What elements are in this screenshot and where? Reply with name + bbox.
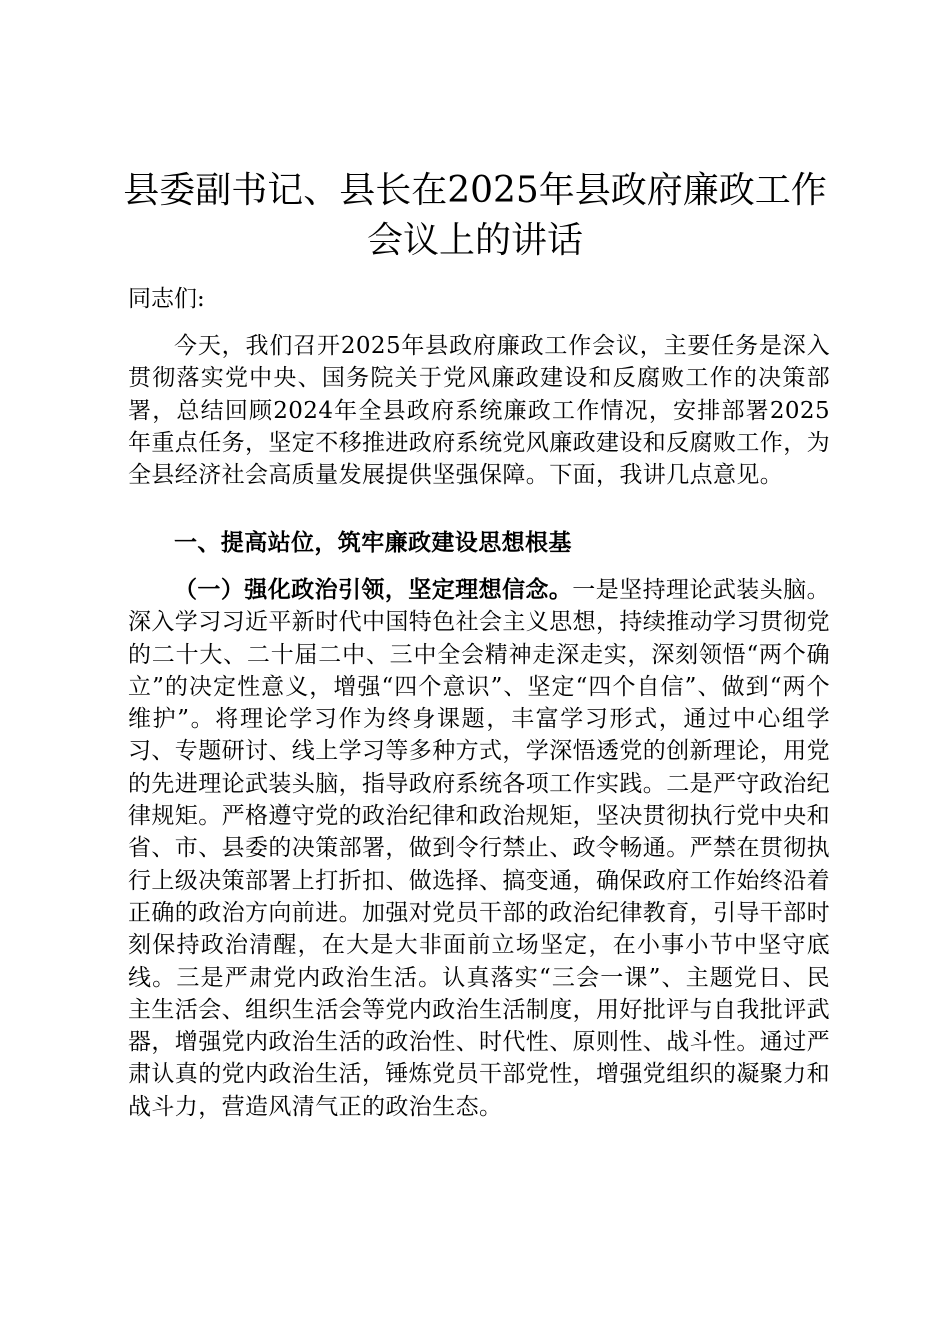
subsection-body: 一是坚持理论武装头脑。深入学习习近平新时代中国特色社会主义思想，持续推动学习贯彻党的二十大、二十届二中、三中全会精神走深走实，深刻领悟“两个确立”的决定性意义，增强“四个意识”、坚定“四个自信”、做到“两个维护”。将理论学习作为终身课题，丰富学习形式，通过中心组学习、专题研讨、线上学习等多种方式，学深悟透党的创新理论，用党的先进理论武装头脑，指导政府系统各项工作实践。二是严守政治纪律规矩。严格遵守党的政治纪律和政治规矩，坚决贯彻执行党中央和省、市、县委的决策部署，做到令行禁止、政令畅通。严禁在贯彻执行上级决策部署上打折扣、做选择、搞变通，确保政府工作始终沿着正确的政治方向前进。加强对党员干部的政治纪律教育，引导干部时刻保持政治清醒，在大是大非面前立场坚定，在小事小节中坚守底线。三是严肃党内政治生活。认真落实“三会一课”、主题党日、民主生活会、组织生活会等党内政治生活制度，用好批评与自我批评武器，增强党内政治生活的政治性、时代性、原则性、战斗性。通过严肃认真的党内政治生活，锤炼党员干部党性，增强党组织的凝聚力和战斗力，营造风清气正的政治生态。 bbox=[128, 577, 830, 1120]
intro-paragraph: 今天，我们召开2025年县政府廉政工作会议，主要任务是深入贯彻落实党中央、国务院关于党风廉政建设和反腐败工作的决策部署，总结回顾2024年全县政府系统廉政工作情况，安排部署2025年重点任务，坚定不移推进政府系统党风廉政建设和反腐败工作，为全县经济社会高质量发展提供坚强保障。下面，我讲几点意见。 bbox=[128, 333, 830, 489]
section-heading-1: 一、提高站位，筑牢廉政建设思想根基 bbox=[174, 529, 572, 556]
subsection-lead: （一）强化政治引领，坚定理想信念。 bbox=[174, 576, 573, 603]
document-title bbox=[100, 166, 850, 266]
title-line-1: 县委副书记、县长在2025年县政府廉政工作 bbox=[123, 170, 827, 211]
title-line-2: 会议上的讲话 bbox=[366, 220, 583, 261]
salutation: 同志们: bbox=[128, 286, 205, 312]
subsection-paragraph-1 bbox=[128, 574, 830, 1123]
